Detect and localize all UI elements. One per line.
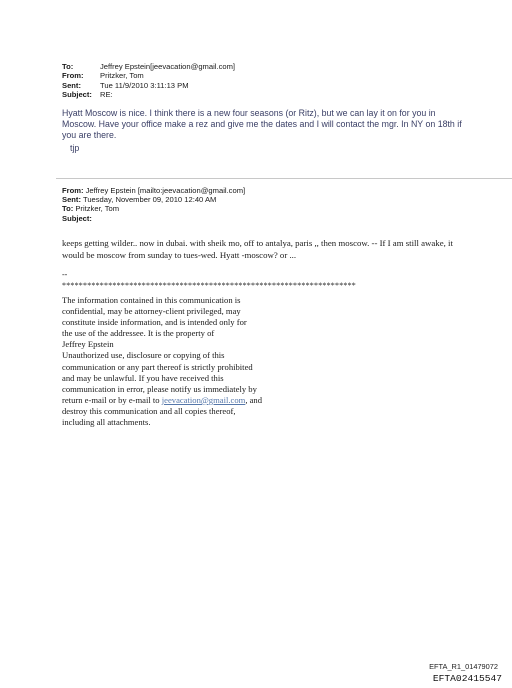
email1-signature: tjp (70, 143, 80, 153)
disclaimer-line: and may be unlawful. If you have received this (62, 372, 224, 383)
to-label: To: (62, 62, 74, 71)
email2-sent-row (62, 195, 245, 204)
to-label: To: (62, 204, 74, 214)
email2-to-row (62, 204, 245, 213)
disclaimer-line: constitute inside information, and is intended only for (62, 317, 247, 328)
disclaimer-line: including all attachments. (62, 417, 151, 428)
email2-header (62, 186, 245, 223)
email1-body: Hyatt Moscow is nice. I think there is a new four seasons (or Ritz), but we can lay it on for you in Moscow. Have your office make a rez and give me the dates and I will contact the mgr. In NY on 18th if you are there. (62, 108, 462, 140)
subject-label: Subject: (62, 90, 92, 100)
subject-label: Subject: (62, 213, 92, 223)
sent-label: Sent: (62, 195, 81, 205)
disclaimer-line: communication or any part thereof is strictly prohibited (62, 361, 253, 372)
from-value: Pritzker, Tom (100, 71, 144, 81)
signature-dashes: -- (62, 270, 68, 279)
disclaimer-line: communication in error, please notify us immediately by (62, 383, 257, 394)
asterisk-divider: ********************************************************************** (62, 281, 356, 290)
document-reference-2: EFTA02415547 (432, 673, 502, 684)
document-reference-1: EFTA_R1_01479072 (429, 662, 498, 671)
from-value: Jeffrey Epstein [mailto:jeevacation@gmail.com] (83, 186, 246, 195)
from-label: From: (62, 186, 84, 195)
disclaimer-line: destroy this communication and all copies thereof, (62, 405, 236, 416)
to-value: Jeffrey Epstein[jeevacation@gmail.com] (100, 62, 236, 71)
disclaimer-link-prefix: return e-mail or by e-mail to (62, 394, 162, 405)
sent-label: Sent: (62, 80, 81, 90)
to-value: Pritzker, Tom (73, 204, 120, 214)
disclaimer-link-line (62, 395, 322, 406)
disclaimer-line: the use of the addressee. It is the property of (62, 328, 215, 339)
email2-body: keeps getting wilder.. now in dubai. with sheik mo, off to antalya, paris ,, then moscow. -- If I am still awake, it would be moscow from sunday to tues-wed. Hyatt -moscow? or ... (62, 238, 453, 260)
subject-value: RE: (100, 90, 113, 100)
confidentiality-disclaimer (62, 295, 322, 428)
email1-sent-row (62, 81, 235, 90)
disclaimer-line: confidential, may be attorney-client privileged, may (62, 306, 241, 317)
disclaimer-line: Unauthorized use, disclosure or copying of this (62, 350, 225, 361)
email2-subject-row (62, 214, 245, 223)
sent-value: Tuesday, November 09, 2010 12:40 AM (80, 195, 217, 205)
email-link[interactable]: jeevacation@gmail.com (161, 394, 246, 405)
disclaimer-line: Jeffrey Epstein (62, 339, 114, 350)
sent-value: Tue 11/9/2010 3:11:13 PM (100, 80, 189, 90)
separator-line (56, 178, 512, 179)
disclaimer-link-suffix: , and (245, 394, 263, 405)
email1-subject-row (62, 90, 235, 99)
email1-header (62, 62, 235, 100)
email1-from-row (62, 71, 235, 80)
disclaimer-line: The information contained in this communication is (62, 295, 241, 305)
from-label: From: (62, 71, 84, 81)
email2-from-row (62, 186, 245, 195)
email1-to-row (62, 62, 235, 71)
